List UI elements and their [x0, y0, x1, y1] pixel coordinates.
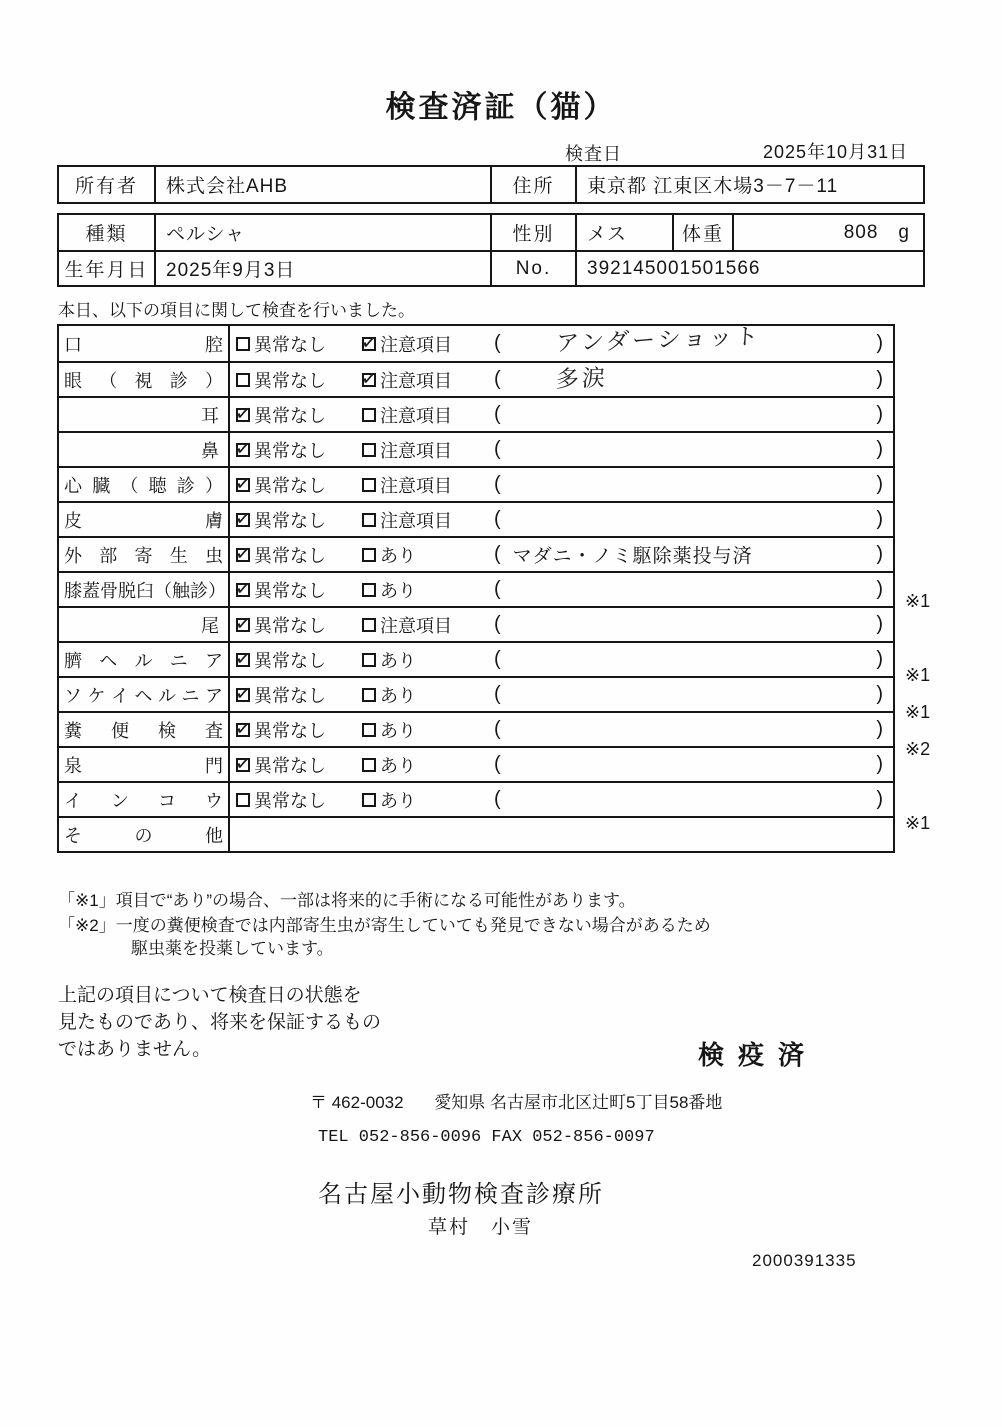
exam-row [59, 711, 893, 746]
exam-note: ※1 [905, 591, 931, 611]
no-abnormality-checkbox [236, 507, 362, 533]
attention-checkbox [362, 577, 494, 603]
disclaimer-line: ではありません。 [58, 1039, 212, 1060]
document-serial-number: 2000391335 [752, 1251, 857, 1270]
no-abnormality-checkbox [236, 682, 362, 708]
checkbox-label: あり [380, 650, 416, 671]
paren-open: ( [494, 788, 501, 810]
id-number-label: No. [490, 252, 575, 285]
exam-note: ※2 [905, 739, 931, 759]
attention-checkbox [362, 331, 494, 357]
checkbox-box [236, 618, 250, 632]
paren-open: ( [494, 403, 501, 425]
paren-close: ) [876, 403, 883, 425]
exam-table [57, 324, 895, 853]
checkbox-box [362, 688, 376, 702]
checkbox-box [236, 408, 250, 422]
checkbox-box [362, 758, 376, 772]
exam-item-label: 臍 ヘ ル ニ ア [59, 643, 230, 676]
checkbox-box [236, 723, 250, 737]
checkbox-box [362, 373, 376, 387]
owner-table [57, 165, 925, 204]
paren-close: ) [876, 683, 883, 705]
checkbox-box [362, 337, 376, 351]
paren-open: ( [494, 438, 501, 460]
clinic-address-line [310, 1088, 722, 1113]
paren-open: ( [494, 543, 501, 565]
checkbox-label: あり [380, 790, 416, 811]
exam-row [59, 396, 893, 431]
paren-close: ) [876, 753, 883, 775]
checkbox-box [362, 513, 376, 527]
checkbox-label: あり [380, 755, 416, 776]
checkbox-box [236, 373, 250, 387]
attention-checkbox [362, 612, 494, 638]
checkbox-label: あり [380, 545, 416, 566]
weight-label: 体重 [672, 215, 732, 250]
checkbox-box [362, 478, 376, 492]
exam-row [59, 641, 893, 676]
owner-label: 所有者 [74, 176, 138, 197]
paren-open: ( [494, 683, 501, 705]
paren-close: ) [876, 473, 883, 495]
checkbox-box [236, 337, 250, 351]
attention-checkbox [362, 787, 494, 813]
checkbox-label: 注意項目 [380, 475, 452, 496]
exam-item-label: 皮 膚 [59, 503, 230, 536]
checkbox-label: 注意項目 [380, 370, 452, 391]
exam-row [59, 606, 893, 641]
exam-row [59, 322, 893, 361]
exam-row [59, 536, 893, 571]
checkbox-label: 異常なし [254, 475, 326, 496]
checkbox-label: 異常なし [254, 615, 326, 636]
checkbox-box [236, 548, 250, 562]
exam-row [59, 816, 893, 851]
exam-item-label: 膝 蓋 骨 脱 臼 （ 触 診 ） [59, 573, 230, 606]
attention-checkbox [362, 717, 494, 743]
checkbox-box [236, 653, 250, 667]
checkbox-label: 注意項目 [380, 510, 452, 531]
exam-row [59, 746, 893, 781]
checkbox-box [362, 723, 376, 737]
exam-row [59, 571, 893, 606]
animal-info-table [57, 213, 925, 287]
breed-label: 種類 [85, 224, 128, 245]
exam-item-label: 尾 [59, 608, 230, 641]
disclaimer-line: 上記の項目について検査日の状態を [58, 985, 362, 1006]
checkbox-label: あり [380, 580, 416, 601]
checkbox-label: 異常なし [254, 720, 326, 741]
remark-value: マダニ・ノミ駆除薬投与済 [512, 546, 753, 567]
exam-item-label: 眼 （ 視 診 ） [59, 363, 230, 396]
attention-checkbox [362, 437, 494, 463]
no-abnormality-checkbox [236, 717, 362, 743]
paren-close: ) [876, 788, 883, 810]
paren-open: ( [494, 613, 501, 635]
checkbox-label: 異常なし [254, 685, 326, 706]
paren-open: ( [494, 648, 501, 670]
attention-checkbox [362, 752, 494, 778]
checkbox-box [362, 408, 376, 422]
exam-item-label: 泉 門 [59, 748, 230, 781]
clinic-name: 名古屋小動物検査診療所 [318, 1181, 604, 1208]
footnote-2-line2: 駆虫薬を投薬しています。 [131, 939, 334, 958]
exam-item-label: 外 部 寄 生 虫 [59, 538, 230, 571]
paren-open: ( [494, 753, 501, 775]
sex-label: 性別 [490, 215, 575, 250]
checkbox-label: 注意項目 [380, 440, 452, 461]
no-abnormality-checkbox [236, 331, 362, 357]
remark-value: アンダーショット [554, 322, 762, 357]
paren-close: ) [876, 438, 883, 460]
paren-close: ) [876, 332, 883, 354]
footnote-1: 「※1」項目で“あり”の場合、一部は将来的に手術になる可能性があります。 [58, 891, 636, 910]
disclaimer-line: 見たものであり、将来を保証するもの [58, 1012, 382, 1033]
checkbox-box [362, 583, 376, 597]
no-abnormality-checkbox [236, 612, 362, 638]
paren-close: ) [876, 718, 883, 740]
weight-unit: g [898, 221, 909, 243]
no-abnormality-checkbox [236, 472, 362, 498]
disclaimer-paragraph [58, 982, 381, 1063]
paren-close: ) [876, 543, 883, 565]
checkbox-box [362, 443, 376, 457]
exam-row [59, 781, 893, 816]
attention-checkbox [362, 472, 494, 498]
exam-row [59, 431, 893, 466]
paren-close: ) [876, 578, 883, 600]
clinic-address: 愛知県 名古屋市北区辻町5丁目58番地 [434, 1093, 723, 1112]
checkbox-label: 異常なし [254, 755, 326, 776]
no-abnormality-checkbox [236, 577, 362, 603]
checkbox-label: あり [380, 685, 416, 706]
exam-item-label: イ ン コ ウ [59, 783, 230, 816]
birthdate-label: 生年月日 [64, 260, 149, 281]
no-abnormality-checkbox [236, 437, 362, 463]
checkbox-box [236, 583, 250, 597]
checkbox-label: あり [380, 720, 416, 741]
checkbox-box [236, 478, 250, 492]
paren-close: ) [876, 648, 883, 670]
footnote-2-line1: 「※2」一度の糞便検査では内部寄生虫が寄生していても発見できない場合があるため [58, 916, 711, 935]
paren-open: ( [494, 368, 501, 390]
paren-open: ( [494, 473, 501, 495]
no-abnormality-checkbox [236, 752, 362, 778]
clinic-tel-fax: TEL 052-856-0096 FAX 052-856-0097 [318, 1128, 655, 1147]
paren-close: ) [876, 613, 883, 635]
checkbox-label: 異常なし [254, 510, 326, 531]
document-title: 検査済証（猫） [385, 91, 617, 124]
paren-close: ) [876, 508, 883, 530]
checkbox-label: 注意項目 [380, 615, 452, 636]
exam-row [59, 361, 893, 396]
sex-value: メス [575, 215, 672, 250]
exam-note: ※1 [905, 702, 931, 722]
paren-open: ( [494, 718, 501, 740]
address-value: 東京都 江東区木場3－7－11 [575, 167, 923, 202]
exam-item-label: 心 臓 （ 聴 診 ） [59, 468, 230, 501]
no-abnormality-checkbox [236, 647, 362, 673]
no-abnormality-checkbox [236, 402, 362, 428]
checkbox-box [236, 793, 250, 807]
quarantine-done-stamp: 検疫済 [698, 1040, 819, 1070]
exam-item-label: 鼻 [59, 433, 230, 466]
attention-checkbox [362, 507, 494, 533]
checkbox-box [236, 443, 250, 457]
checkbox-label: 異常なし [254, 334, 326, 355]
clinic-postal-code: 〒 462-0032 [310, 1093, 404, 1112]
attention-checkbox [362, 682, 494, 708]
no-abnormality-checkbox [236, 367, 362, 393]
checkbox-box [362, 618, 376, 632]
checkbox-label: 異常なし [254, 405, 326, 426]
attention-checkbox [362, 542, 494, 568]
weight-value [732, 215, 923, 250]
no-abnormality-checkbox [236, 787, 362, 813]
exam-item-label: 耳 [59, 398, 230, 431]
exam-row [59, 466, 893, 501]
exam-item-label: 糞 便 検 査 [59, 713, 230, 746]
paren-open: ( [494, 332, 501, 354]
checkbox-box [236, 688, 250, 702]
checkbox-label: 異常なし [254, 580, 326, 601]
birthdate-value: 2025年9月3日 [154, 252, 490, 285]
exam-section [57, 324, 960, 853]
address-label: 住所 [490, 167, 575, 202]
exam-note: ※1 [905, 665, 931, 685]
attention-checkbox [362, 402, 494, 428]
checkbox-box [362, 653, 376, 667]
weight-number: 808 [843, 221, 879, 243]
paren-open: ( [494, 578, 501, 600]
inspection-date-label: 検査日 [565, 144, 622, 164]
paren-close: ) [876, 368, 883, 390]
owner-value: 株式会社AHB [154, 167, 490, 202]
id-number-value: 392145001501566 [575, 252, 923, 285]
exam-item-label: ソ ケ イ ヘ ル ニ ア [59, 678, 230, 711]
checkbox-label: 異常なし [254, 370, 326, 391]
checkbox-box [236, 758, 250, 772]
intro-sentence: 本日、以下の項目に関して検査を行いました。 [58, 301, 415, 320]
no-abnormality-checkbox [236, 542, 362, 568]
inspection-date-value: 2025年10月31日 [763, 142, 909, 162]
attention-checkbox [362, 647, 494, 673]
paren-open: ( [494, 508, 501, 530]
remark-value: 多涙 [554, 364, 609, 393]
veterinarian-name: 草村 小雪 [428, 1217, 534, 1238]
checkbox-box [236, 513, 250, 527]
exam-row [59, 676, 893, 711]
checkbox-label: 注意項目 [380, 334, 452, 355]
exam-note: ※1 [905, 813, 931, 833]
checkbox-label: 異常なし [254, 545, 326, 566]
exam-item-label: そ の 他 [59, 818, 230, 851]
checkbox-label: 異常なし [254, 440, 326, 461]
attention-checkbox [362, 367, 494, 393]
checkbox-label: 注意項目 [380, 405, 452, 426]
checkbox-box [362, 548, 376, 562]
exam-row [59, 501, 893, 536]
checkbox-box [362, 793, 376, 807]
breed-value: ペルシャ [154, 215, 490, 250]
checkbox-label: 異常なし [254, 790, 326, 811]
checkbox-label: 異常なし [254, 650, 326, 671]
exam-item-label: 口 腔 [59, 326, 230, 361]
